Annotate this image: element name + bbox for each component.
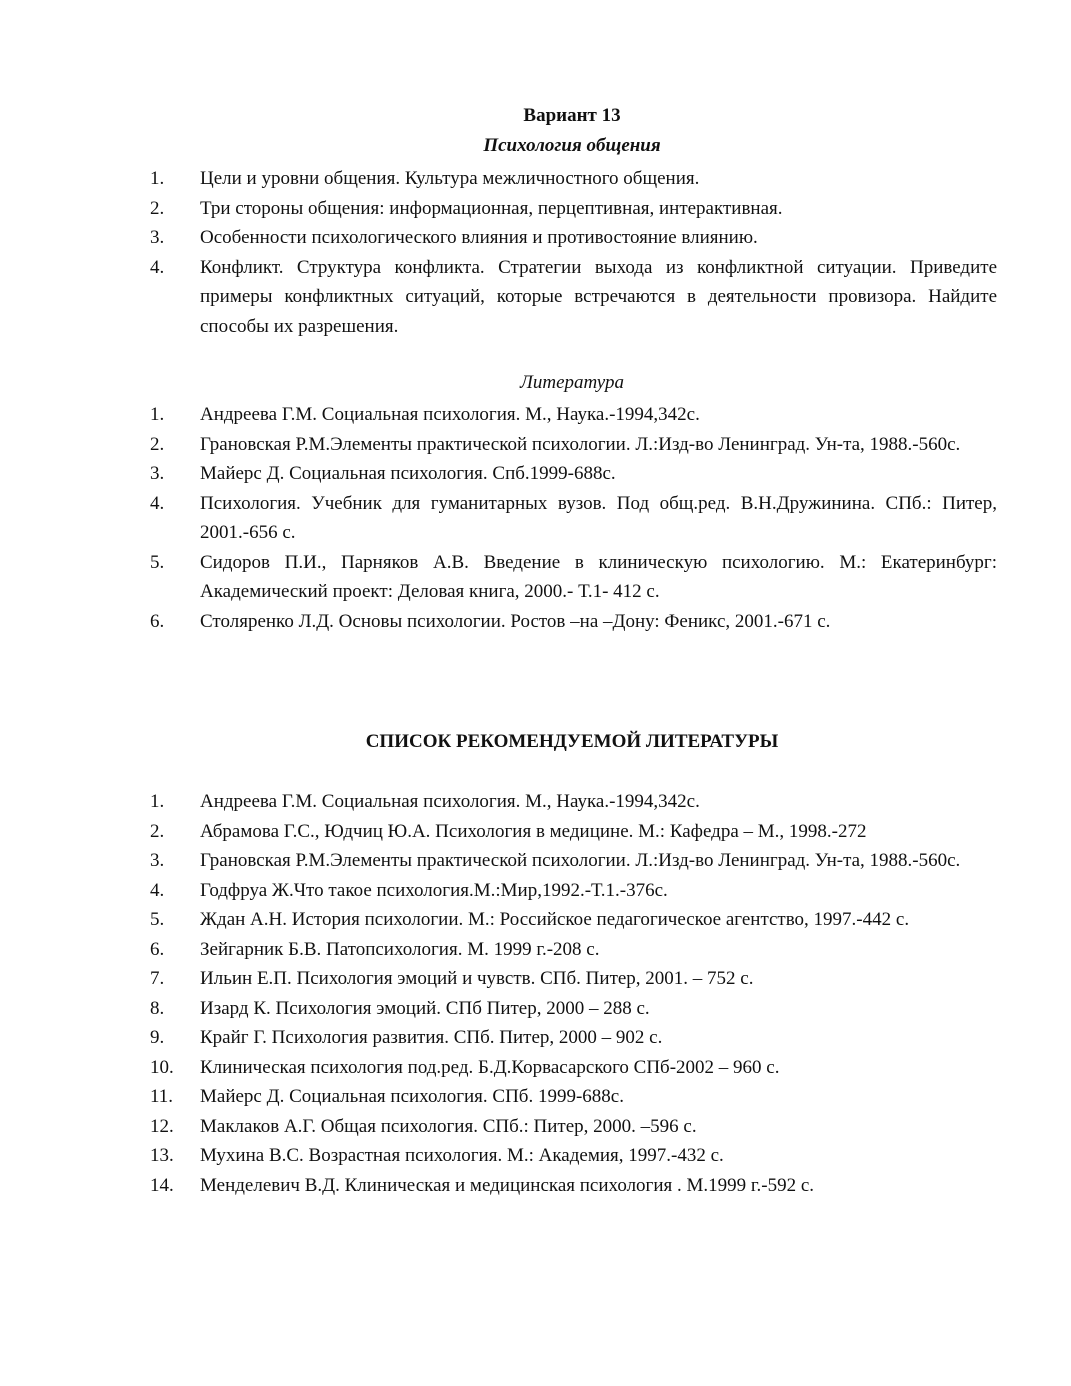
item-text: Маклаков А.Г. Общая психология. СПб.: Питер, 2000. –596 с. [200,1115,697,1137]
item-text: Андреева Г.М. Социальная психология. М., Наука.-1994,342с. [200,791,700,812]
recommended-heading: СПИСОК РЕКОМЕНДУЕМОЙ ЛИТЕРАТУРЫ [365,731,779,752]
item-text: Ильин Е.П. Психология эмоций и чувств. СПб. Питер, 2001. – 752 с. [200,968,754,989]
list-item [0,548,1071,607]
item-text: Три стороны общения: информационная, перцептивная, интерактивная. [200,197,783,219]
list-item [0,1082,1071,1112]
item-number: 6. [150,610,165,632]
list-item [0,905,1071,935]
item-number: 3. [150,850,165,871]
item-text: Конфликт. Структура конфликта. Стратегии выхода из конфликтной ситуации. Приведите примеры конфликтных ситуаций, которые встречаются в деятельности провизора. Найдите способы их разрешения. [200,256,997,337]
item-number: 3. [150,227,165,248]
list-item [0,1023,1071,1053]
list-item [0,164,1071,194]
variant-title: Вариант 13 [523,105,621,126]
item-text: Столяренко Л.Д. Основы психологии. Ростов –на –Дону: Феникс, 2001.-671 с. [200,610,831,632]
list-item [0,430,1071,460]
item-text: Клиническая психология под.ред. Б.Д.Корвасарского СПб-2002 – 960 с. [200,1056,780,1078]
item-text: Крайг Г. Психология развития. СПб. Питер, 2000 – 902 с. [200,1027,663,1048]
list-item [0,817,1071,847]
list-item [0,607,1071,637]
item-text: Грановская Р.М.Элементы практической психологии. Л.:Изд-во Ленинград. Ун-та, 1988.-560с. [200,433,961,455]
item-text: Особенности психологического влияния и противостояние влиянию. [200,227,758,248]
item-number: 4. [150,256,165,278]
list-item [0,876,1071,906]
item-number: 1. [150,168,165,189]
item-number: 7. [150,968,165,989]
literature-list [0,400,1071,636]
item-text: Цели и уровни общения. Культура межличностного общения. [200,168,700,189]
list-item [0,400,1071,430]
item-number: 3. [150,463,165,484]
list-item [0,1053,1071,1083]
item-number: 12. [150,1115,174,1137]
list-item [0,1141,1071,1171]
topic-title: Психология общения [483,135,661,156]
list-item [0,846,1071,876]
item-number: 4. [150,492,165,514]
item-number: 13. [150,1145,174,1166]
literature-heading: Литература [520,372,624,393]
item-text: Психология. Учебник для гуманитарных вузов. Под общ.ред. В.Н.Дружинина. СПб.: Питер, 2001.-656 с. [200,492,997,543]
item-text: Ждан А.Н. История психологии. М.: Российское педагогическое агентство, 1997.-442 с. [200,909,910,930]
item-number: 11. [150,1086,174,1107]
list-item [0,253,1071,342]
list-item [0,994,1071,1024]
item-number: 2. [150,820,165,842]
item-number: 5. [150,551,165,573]
list-item [0,1112,1071,1142]
item-number: 2. [150,433,165,455]
item-text: Годфруа Ж.Что такое психология.М.:Мир,1992.-Т.1.-376с. [200,879,668,901]
list-item [0,1171,1071,1201]
list-item [0,194,1071,224]
item-text: Зейгарник Б.В. Патопсихология. М. 1999 г.-208 с. [200,938,600,960]
item-text: Майерс Д. Социальная психология. СПб. 1999-688с. [200,1086,624,1107]
item-number: 8. [150,997,165,1019]
item-number: 10. [150,1056,174,1078]
item-text: Изард К. Психология эмоций. СПб Питер, 2000 – 288 с. [200,997,650,1019]
item-number: 5. [150,909,165,930]
questions-list [0,164,1071,341]
list-item [0,787,1071,817]
item-text: Менделевич В.Д. Клиническая и медицинская психология . М.1999 г.-592 с. [200,1174,815,1196]
item-number: 4. [150,879,165,901]
list-item [0,459,1071,489]
item-number: 2. [150,197,165,219]
item-number: 1. [150,404,165,425]
list-item [0,964,1071,994]
item-text: Мухина В.С. Возрастная психология. М.: Академия, 1997.-432 с. [200,1145,724,1166]
item-text: Грановская Р.М.Элементы практической психологии. Л.:Изд-во Ленинград. Ун-та, 1988.-560с. [200,850,961,871]
item-number: 14. [150,1174,174,1196]
item-text: Майерс Д. Социальная психология. Спб.1999-688с. [200,463,616,484]
item-number: 6. [150,938,165,960]
recommended-list [0,787,1071,1200]
item-number: 1. [150,791,165,812]
item-text: Сидоров П.И., Парняков А.В. Введение в клиническую психологию. М.: Екатеринбург: Академический проект: Деловая книга, 2000.- Т.1- 412 с. [200,551,997,602]
list-item [0,223,1071,253]
list-item [0,489,1071,548]
item-text: Абрамова Г.С., Юдчиц Ю.А. Психология в медицине. М.: Кафедра – М., 1998.-272 [200,820,867,842]
list-item [0,935,1071,965]
item-number: 9. [150,1027,165,1048]
item-text: Андреева Г.М. Социальная психология. М., Наука.-1994,342с. [200,404,700,425]
